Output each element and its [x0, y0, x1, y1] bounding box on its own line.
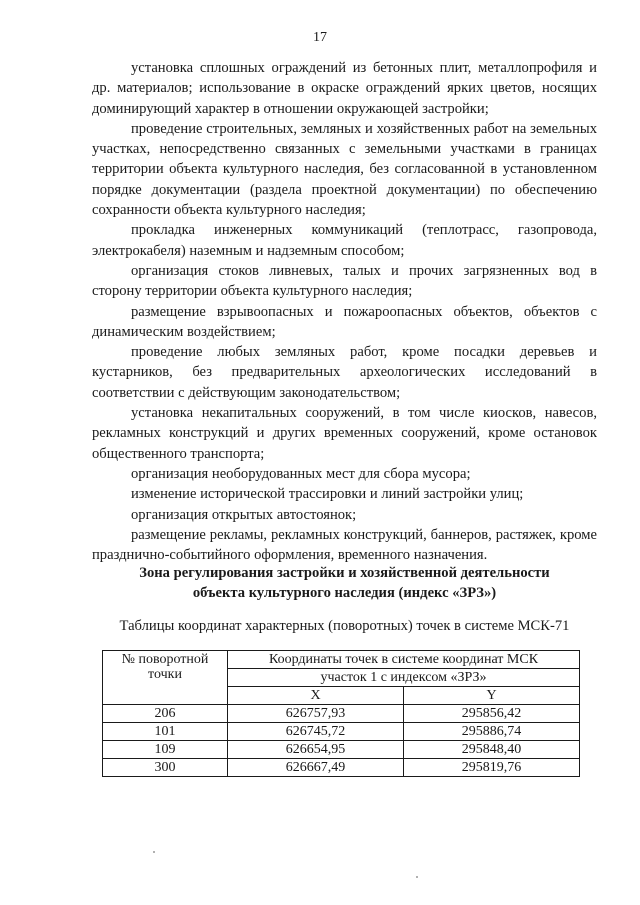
scan-speck — [416, 876, 418, 878]
paragraph-parking: организация открытых автостоянок; — [131, 506, 357, 523]
x-cell: 626757,93 — [228, 705, 404, 723]
y-cell: 295819,76 — [404, 759, 580, 777]
page-number: 17 — [313, 30, 327, 45]
paragraph-construction-works: проведение строительных, земляных и хозяйственных работ на земельных участках, непосредственно связанных с земельными участками в границах территории объекта культурного наследия, без согласованной в установленном порядке документации (раздела проектной документации) по обеспечению сохранности объекта культурного наследия; — [92, 120, 597, 219]
x-cell: 626667,49 — [228, 759, 404, 777]
section-heading — [92, 563, 597, 603]
x-cell: 626745,72 — [228, 723, 404, 741]
paragraph-waste-sites: организация необорудованных мест для сбора мусора; — [131, 465, 471, 482]
scan-speck — [153, 851, 155, 853]
y-cell: 295856,42 — [404, 705, 580, 723]
paragraph-hazardous-objects: размещение взрывоопасных и пожароопасных объектов, объектов с динамическим воздействием; — [92, 303, 597, 340]
header-section: участок 1 с индексом «ЗРЗ» — [228, 669, 580, 687]
header-y: Y — [404, 687, 580, 705]
table-caption: Таблицы координат характерных (поворотных) точек в системе МСК-71 — [119, 618, 570, 634]
point-cell: 300 — [103, 759, 228, 777]
restrictions-list — [92, 58, 597, 565]
x-cell: 626654,95 — [228, 741, 404, 759]
table-row — [103, 741, 580, 759]
paragraph-advertising: размещение рекламы, рекламных конструкций, баннеров, растяжек, кроме празднично-событийного оформления, временного назначения. — [92, 526, 597, 564]
paragraph-drainage: организация стоков ливневых, талых и прочих загрязненных вод в сторону территории объекта культурного наследия; — [92, 262, 597, 300]
table-row — [103, 723, 580, 741]
y-cell: 295848,40 — [404, 741, 580, 759]
header-point-number: № поворотной точки — [103, 651, 228, 705]
paragraph-utilities: прокладка инженерных коммуникаций (теплотрасс, газопровода, электрокабеля) наземным и надземным способом; — [92, 222, 597, 259]
paragraph-street-lines: изменение исторической трассировки и линий застройки улиц; — [131, 486, 524, 503]
section-heading-line-1: Зона регулирования застройки и хозяйственной деятельности — [139, 565, 550, 581]
header-coordinates: Координаты точек в системе координат МСК — [228, 651, 580, 669]
coordinates-table — [102, 650, 580, 777]
header-x: X — [228, 687, 404, 705]
paragraph-fences: установка сплошных ограждений из бетонных плит, металлопрофиля и др. материалов; использование в окраске ограждений ярких цветов, носящих доминирующий характер в отношении окружающей застройки; — [92, 60, 597, 117]
paragraph-earthworks: проведение любых земляных работ, кроме посадки деревьев и кустарников, без предварительных археологических исследований в соответствии с действующим законодательством; — [92, 344, 597, 401]
table-row — [103, 759, 580, 777]
y-cell: 295886,74 — [404, 723, 580, 741]
point-cell: 206 — [103, 705, 228, 723]
table-row — [103, 705, 580, 723]
point-cell: 109 — [103, 741, 228, 759]
section-heading-line-2: объекта культурного наследия (индекс «ЗРЗ») — [192, 585, 497, 601]
paragraph-temporary-structures: установка некапитальных сооружений, в том числе киосков, навесов, рекламных конструкций и других временных сооружений, кроме остановок общественного транспорта; — [92, 405, 597, 462]
point-cell: 101 — [103, 723, 228, 741]
